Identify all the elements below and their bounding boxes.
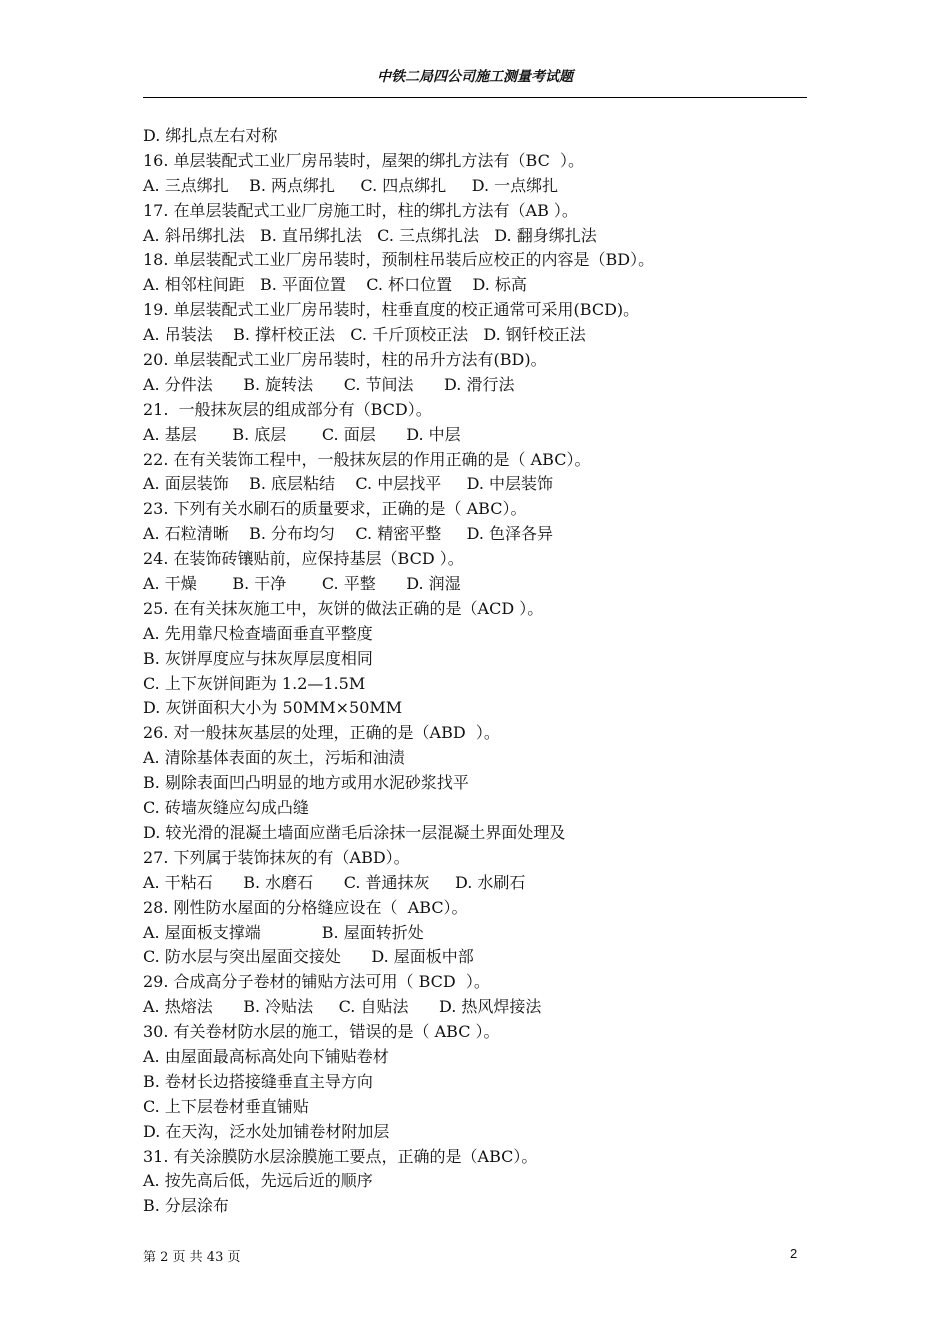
- text-line: 25. 在有关抹灰施工中，灰饼的做法正确的是（ACD ）。: [143, 598, 544, 618]
- text-line: 19. 单层装配式工业厂房吊装时，柱垂直度的校正通常可采用(BCD)。: [143, 300, 640, 320]
- text-line: C. 防水层与突出屋面交接处 D. 屋面板中部: [143, 947, 474, 967]
- text-line: A. 斜吊绑扎法 B. 直吊绑扎法 C. 三点绑扎法 D. 翻身绑扎法: [143, 225, 597, 245]
- footer-page-number: 2: [790, 1246, 798, 1261]
- text-line: A. 相邻柱间距 B. 平面位置 C. 杯口位置 D. 标高: [143, 275, 527, 295]
- text-line: 20. 单层装配式工业厂房吊装时，柱的吊升方法有(BD)。: [143, 350, 547, 370]
- text-line: 23. 下列有关水刷石的质量要求，正确的是（ ABC）。: [143, 499, 527, 519]
- text-line: B. 卷材长边搭接缝垂直主导方向: [143, 1071, 373, 1091]
- text-line: A. 石粒清晰 B. 分布均匀 C. 精密平整 D. 色泽各异: [143, 524, 554, 544]
- text-line: 17. 在单层装配式工业厂房施工时，柱的绑扎方法有（AB ）。: [143, 200, 578, 220]
- text-line: A. 干燥 B. 干净 C. 平整 D. 润湿: [143, 574, 461, 594]
- header-divider: [143, 97, 807, 98]
- text-line: C. 上下灰饼间距为 1.2—1.5M: [143, 673, 366, 693]
- text-line: 28. 刚性防水屋面的分格缝应设在（ ABC）。: [143, 897, 468, 917]
- text-line: D. 灰饼面积大小为 50MM×50MM: [143, 698, 403, 718]
- text-line: 26. 对一般抹灰基层的处理，正确的是（ABD ）。: [143, 723, 500, 743]
- text-line: A. 清除基体表面的灰土，污垢和油渍: [143, 748, 405, 768]
- text-line: 27. 下列属于装饰抹灰的有（ABD）。: [143, 847, 410, 867]
- text-line: D. 在天沟，泛水处加铺卷材附加层: [143, 1121, 390, 1141]
- text-line: 29. 合成高分子卷材的铺贴方法可用（ BCD ）。: [143, 972, 490, 992]
- text-line: B. 分层涂布: [143, 1196, 229, 1216]
- text-line: A. 面层装饰 B. 底层粘结 C. 中层找平 D. 中层装饰: [143, 474, 554, 494]
- text-line: B. 灰饼厚度应与抹灰厚层度相同: [143, 648, 373, 668]
- text-line: A. 热熔法 B. 冷贴法 C. 自贴法 D. 热风焊接法: [143, 997, 542, 1017]
- text-line: A. 干粘石 B. 水磨石 C. 普通抹灰 D. 水刷石: [143, 872, 526, 892]
- text-line: 22. 在有关装饰工程中，一般抹灰层的作用正确的是（ ABC）。: [143, 449, 591, 469]
- text-line: A. 吊装法 B. 撑杆校正法 C. 千斤顶校正法 D. 钢钎校正法: [143, 325, 586, 345]
- text-line: 21. 一般抹灰层的组成部分有（BCD）。: [143, 399, 432, 419]
- text-line: B. 剔除表面凹凸明显的地方或用水泥砂浆找平: [143, 773, 469, 793]
- text-line: 31. 有关涂膜防水层涂膜施工要点，正确的是（ABC）。: [143, 1146, 538, 1166]
- text-line: D. 绑扎点左右对称: [143, 126, 278, 145]
- footer-page-label: 第 2 页 共 43 页: [143, 1250, 241, 1265]
- text-line: A. 屋面板支撑端 B. 屋面转折处: [143, 922, 424, 942]
- text-line: A. 先用靠尺检查墙面垂直平整度: [143, 623, 373, 643]
- text-line: 24. 在装饰砖镶贴前，应保持基层（BCD ）。: [143, 549, 464, 569]
- text-line: D. 较光滑的混凝土墙面应凿毛后涂抹一层混凝土界面处理及: [143, 822, 566, 842]
- text-line: 16. 单层装配式工业厂房吊装时，屋架的绑扎方法有（BC ）。: [143, 150, 585, 170]
- text-line: A. 三点绑扎 B. 两点绑扎 C. 四点绑扎 D. 一点绑扎: [143, 175, 559, 195]
- text-line: 30. 有关卷材防水层的施工，错误的是（ ABC ）。: [143, 1022, 500, 1042]
- text-line: C. 砖墙灰缝应勾成凸缝: [143, 798, 309, 818]
- text-line: A. 按先高后低，先远后近的顺序: [143, 1171, 373, 1191]
- text-line: A. 分件法 B. 旋转法 C. 节间法 D. 滑行法: [143, 374, 515, 394]
- text-line: C. 上下层卷材垂直铺贴: [143, 1096, 309, 1116]
- text-line: A. 由屋面最高标高处向下铺贴卷材: [143, 1046, 389, 1066]
- text-line: 18. 单层装配式工业厂房吊装时，预制柱吊装后应校正的内容是（BD）。: [143, 250, 655, 270]
- text-line: A. 基层 B. 底层 C. 面层 D. 中层: [143, 424, 461, 444]
- document-body: [143, 124, 843, 1219]
- page-header-title: 中铁二局四公司施工测量考试题: [377, 69, 573, 85]
